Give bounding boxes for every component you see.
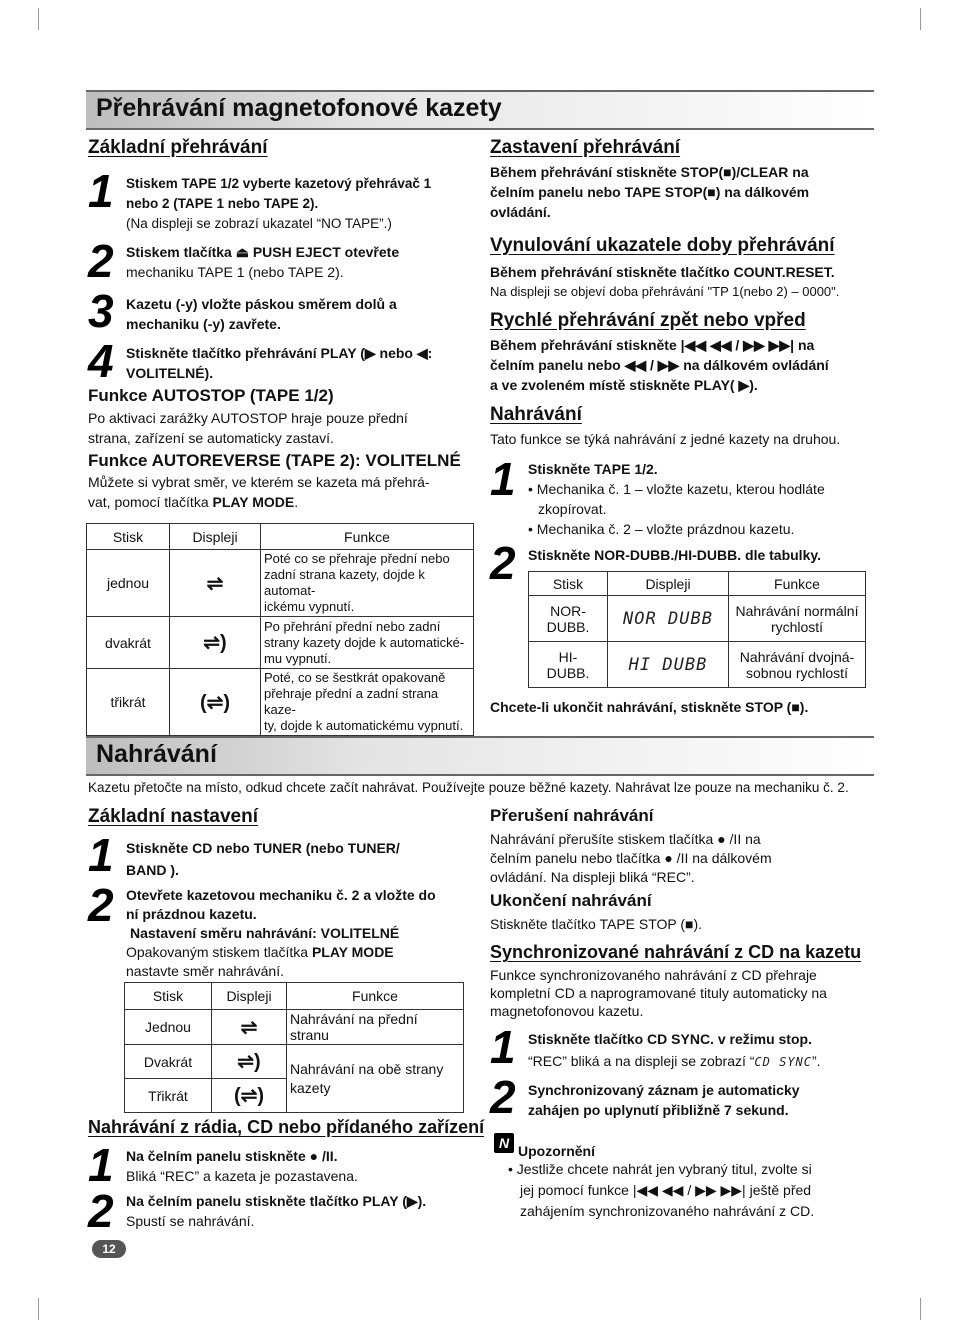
step-number: 1	[88, 1139, 114, 1191]
table-header: Funkce	[287, 983, 464, 1010]
step-number: 2	[88, 879, 114, 931]
step-text: Stiskem TAPE 1/2 vyberte kazetový přehrávač 1 nebo 2 (TAPE 1 nebo TAPE 2). (Na displeji se zobrazí ukazatel “NO TAPE”.)	[126, 176, 432, 231]
table-row: Jednou ⇌ Nahrávání na přední stranu	[125, 1010, 464, 1045]
step-number: 2	[490, 1071, 516, 1123]
table-row: Třikrát (⇌)	[125, 1079, 464, 1113]
step-number: 1	[88, 829, 114, 881]
fast-forward-text: Během přehrávání stiskněte |◀◀ ◀◀ / ▶▶ ▶▶| na čelním panelu nebo ◀◀ / ▶▶ na dálkovém ovládání a ve zvoleném místě stiskněte PLAY( ▶).	[490, 337, 829, 393]
autoreverse-table	[86, 523, 474, 736]
autoreverse-heading: Funkce AUTOREVERSE (TAPE 2): VOLITELNÉ	[88, 451, 461, 470]
section-banner-playback	[86, 90, 874, 130]
reverse-mode-icon: ⇌)	[170, 617, 261, 669]
sync-text: Funkce synchronizovaného nahrávání z CD přehraje kompletní CD a naprogramované tituly automaticky na magnetofonovou kazetu.	[490, 967, 827, 1019]
crop-mark	[38, 1298, 39, 1320]
table-header: Stisk	[125, 983, 212, 1010]
table-row: Dvakrát ⇌) Nahrávání na obě strany kazety	[125, 1045, 464, 1079]
table-header: Displeji	[170, 524, 261, 550]
table-header: Stisk	[87, 524, 170, 550]
reset-heading: Vynulování ukazatele doby přehrávání	[490, 235, 835, 256]
radio-recording-heading: Nahrávání z rádia, CD nebo přídaného zařízení	[88, 1117, 485, 1137]
stop-heading: Zastavení přehrávání	[490, 137, 681, 158]
crop-mark	[920, 8, 921, 30]
note-heading: Upozornění	[518, 1143, 595, 1159]
end-recording-heading: Ukončení nahrávání	[490, 891, 652, 910]
step-text: Stiskněte NOR-DUBB./HI-DUBB. dle tabulky.	[528, 547, 821, 563]
step-text: Na čelním panelu stiskněte tlačítko PLAY (▶). Spustí se nahrávání.	[126, 1193, 427, 1229]
step-text: Kazetu (-y) vložte páskou směrem dolů a mechaniku (-y) zavřete.	[126, 296, 397, 332]
page-number: 12	[92, 1240, 126, 1258]
section-title: Nahrávání	[96, 740, 217, 768]
pause-text: Nahrávání přerušíte stiskem tlačítka ● /II na čelním panelu nebo tlačítka ● /II na dálkovém ovládání. Na displeji bliká “REC”.	[490, 831, 772, 885]
record-direction-table	[124, 982, 464, 1113]
table-row: HI- DUBB. HI DUBB Nahrávání dvojná- sobnou rychlostí	[529, 642, 866, 688]
recording-text: Tato funkce se týká nahrávání z jedné kazety na druhou.	[490, 431, 841, 447]
section-title: Přehrávání magnetofonové kazety	[96, 94, 502, 122]
step-text: Stiskem tlačítka ⏏ PUSH EJECT otevřete mechaniku TAPE 1 (nebo TAPE 2).	[126, 244, 400, 280]
autoreverse-text: Můžete si vybrat směr, ve kterém se kazeta má přehrá- vat, pomocí tlačítka PLAY MODE.	[88, 474, 430, 510]
step-number: 1	[490, 1021, 516, 1073]
reverse-mode-icon: ⇌	[170, 550, 261, 617]
sync-heading: Synchronizované nahrávání z CD na kazetu	[490, 942, 862, 962]
section-banner-recording	[86, 736, 874, 776]
recording-intro: Kazetu přetočte na místo, odkud chcete začít nahrávat. Používejte pouze běžné kazety. Nahrávat lze pouze na mechaniku č. 2.	[88, 780, 849, 795]
table-header: Funkce	[729, 572, 866, 596]
reverse-mode-icon: ⇌	[212, 1010, 287, 1045]
table-header: Displeji	[608, 572, 729, 596]
crop-mark	[38, 8, 39, 30]
table-row: třikrát (⇌) Poté, co se šestkrát opakovaně přehraje přední a zadní strana kaze- ty, dojde k automatickému vypnutí.	[87, 669, 474, 736]
step-text: Synchronizovaný záznam je automaticky zahájen po uplynutí přibližně 7 sekund.	[528, 1082, 800, 1118]
step-number: 2	[88, 1185, 114, 1237]
reverse-mode-icon: (⇌)	[212, 1079, 287, 1113]
table-row: jednou ⇌ Poté co se přehraje přední nebo zadní strana kazety, dojde k automat- ickému vypnutí.	[87, 550, 474, 617]
step-text: Stiskněte tlačítko přehrávání PLAY (▶ nebo ◀: VOLITELNÉ).	[126, 345, 433, 381]
table-row: dvakrát ⇌) Po přehrání přední nebo zadní strany kazety dojde k automatické- mu vypnutí.	[87, 617, 474, 669]
display-readout: HI DUBB	[608, 642, 729, 688]
step-text: Stiskněte TAPE 1/2. • Mechanika č. 1 – vložte kazetu, kterou hodláte zkopírovat. • Mechanika č. 2 – vložte prázdnou kazetu.	[528, 461, 825, 537]
step-number: 1	[490, 453, 516, 505]
step-number: 1	[88, 165, 114, 217]
recording-heading: Nahrávání	[490, 404, 582, 425]
note-text: • Jestliže chcete nahrát jen vybraný titul, zvolte si jej pomocí funkce |◀◀ ◀◀ / ▶▶ ▶▶| ještě před zahájením synchronizovaného nahrávání z CD.	[508, 1161, 815, 1219]
table-row: NOR- DUBB. NOR DUBB Nahrávání normální rychlostí	[529, 596, 866, 642]
basic-setup-heading: Základní nastavení	[88, 806, 259, 827]
reverse-mode-icon: ⇌)	[212, 1045, 287, 1079]
recording-end-text: Chcete-li ukončit nahrávání, stiskněte STOP (■).	[490, 699, 809, 715]
fast-forward-heading: Rychlé přehrávání zpět nebo vpřed	[490, 310, 806, 331]
note-icon: N	[494, 1133, 514, 1153]
autostop-heading: Funkce AUTOSTOP (TAPE 1/2)	[88, 386, 334, 405]
autostop-text: Po aktivaci zarážky AUTOSTOP hraje pouze přední strana, zařízení se automaticky zastaví.	[88, 410, 408, 446]
display-readout: NOR DUBB	[608, 596, 729, 642]
step-text: Stiskněte CD nebo TUNER (nebo TUNER/ BAND ).	[126, 840, 400, 878]
table-header: Displeji	[212, 983, 287, 1010]
dubbing-table	[528, 571, 866, 688]
basic-playback-heading: Základní přehrávání	[88, 137, 268, 158]
pause-heading: Přerušení nahrávání	[490, 806, 654, 825]
reset-text: Během přehrávání stiskněte tlačítko COUNT.RESET. Na displeji se objeví doba přehrávání "TP 1(nebo 2) – 0000".	[490, 264, 840, 299]
stop-text: Během přehrávání stiskněte STOP(■)/CLEAR na čelním panelu nebo TAPE STOP(■) na dálkovém ovládání.	[490, 164, 810, 220]
reverse-mode-icon: (⇌)	[170, 669, 261, 736]
step-text: Stiskněte tlačítko CD SYNC. v režimu stop. “REC” bliká a na displeji se zobrazí “CD SYNC”.	[528, 1031, 821, 1069]
step-text: Na čelním panelu stiskněte ● /II. Bliká “REC” a kazeta je pozastavena.	[126, 1148, 358, 1184]
step-number: 2	[88, 235, 114, 287]
step-text: Otevřete kazetovou mechaniku č. 2 a vložte do ní prázdnou kazetu. Nastavení směru nahrávání: VOLITELNÉ Opakovaným stiskem tlačítka PLAY MODE nastavte směr nahrávání.	[126, 887, 436, 979]
end-recording-text: Stiskněte tlačítko TAPE STOP (■).	[490, 916, 703, 932]
step-number: 3	[88, 285, 114, 337]
table-header: Funkce	[261, 524, 474, 550]
step-number: 4	[88, 335, 114, 387]
crop-mark	[920, 1298, 921, 1320]
step-number: 2	[490, 537, 516, 589]
table-header: Stisk	[529, 572, 608, 596]
